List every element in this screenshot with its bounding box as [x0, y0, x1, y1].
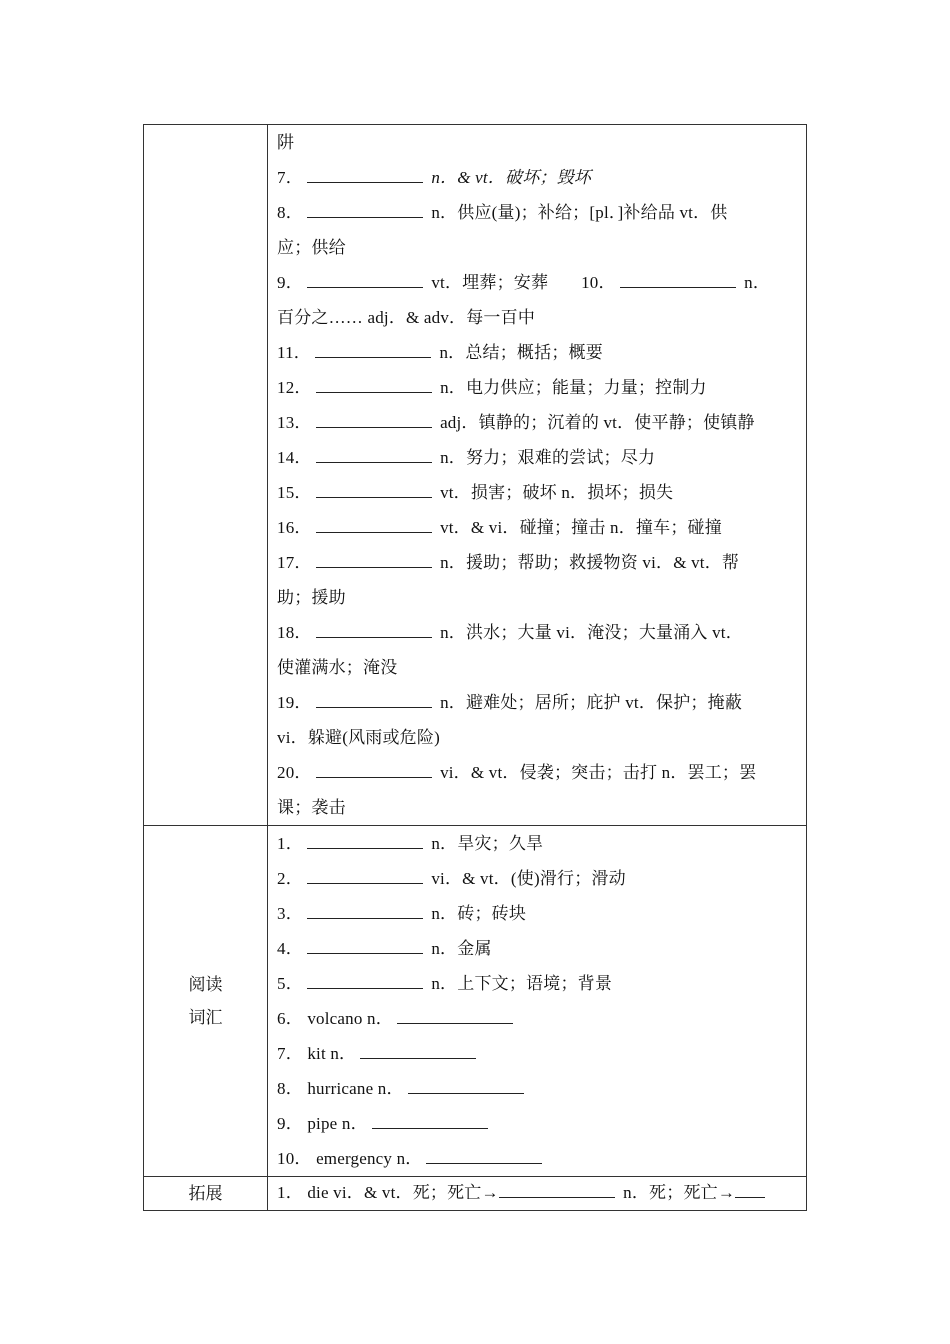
answer-blank[interactable]	[316, 706, 432, 708]
answer-blank[interactable]	[620, 286, 736, 288]
answer-blank[interactable]	[307, 847, 423, 849]
answer-blank[interactable]	[307, 882, 423, 884]
list-item-continuation: 应；供给	[277, 238, 346, 257]
expand-content-cell	[268, 1177, 807, 1211]
answer-blank[interactable]	[307, 917, 423, 919]
answer-blank[interactable]	[397, 1022, 513, 1024]
list-item: 2． vi．& vt．(使)滑行；滑动	[277, 869, 626, 888]
answer-blank[interactable]	[316, 496, 432, 498]
answer-blank[interactable]	[499, 1196, 615, 1198]
expand-category-label: 拓展	[188, 1184, 223, 1203]
list-item-continuation: 百分之…… adj．& adv．每一百中	[277, 308, 536, 327]
answer-blank[interactable]	[307, 286, 423, 288]
list-item-continuation: 使灌满水；淹没	[277, 658, 398, 677]
list-item: 4． n．金属	[277, 939, 492, 958]
list-item: 5． n．上下文；语境；背景	[277, 974, 613, 993]
answer-blank[interactable]	[735, 1196, 765, 1198]
answer-blank[interactable]	[316, 461, 432, 463]
list-item: 3． n．砖；砖块	[277, 904, 527, 923]
core-section-row	[144, 125, 807, 826]
list-item: 8． hurricane n．	[277, 1071, 796, 1106]
answer-blank[interactable]	[316, 776, 432, 778]
list-item: 14． n．努力；艰难的尝试；尽力	[277, 448, 656, 467]
answer-blank[interactable]	[316, 531, 432, 533]
list-item: 6． volcano n．	[277, 1001, 796, 1036]
list-item: 8． n．供应(量)；补给；[pl．]补给品 vt．供	[277, 203, 728, 222]
reading-category-label-1: 阅读	[188, 975, 223, 994]
reading-category-label-2: 词汇	[188, 1008, 223, 1027]
vocabulary-table	[143, 124, 807, 1211]
answer-blank[interactable]	[316, 391, 432, 393]
core-content-cell	[268, 125, 807, 826]
reading-category-cell	[144, 826, 268, 1177]
answer-blank[interactable]	[315, 356, 431, 358]
list-item: 13． adj．镇静的；沉着的 vt．使平静；使镇静	[277, 413, 755, 432]
list-item: 1． n．旱灾；久旱	[277, 834, 544, 853]
core-category-cell	[144, 125, 268, 826]
reading-content-cell	[268, 826, 807, 1177]
answer-blank[interactable]	[307, 216, 423, 218]
list-item: 18． n．洪水；大量 vi．淹没；大量涌入 vt．	[277, 623, 743, 642]
answer-blank[interactable]	[307, 987, 423, 989]
list-item: 16． vt．& vi．碰撞；撞击 n．撞车；碰撞	[277, 518, 722, 537]
list-item: 17． n．援助；帮助；救援物资 vi．& vt．帮	[277, 553, 740, 572]
answer-blank[interactable]	[408, 1092, 524, 1094]
list-item: 7． n．& vt．破坏；毁坏	[277, 168, 592, 187]
answer-blank[interactable]	[426, 1162, 542, 1164]
answer-blank[interactable]	[316, 426, 432, 428]
list-item-continuation: 助；援助	[277, 588, 346, 607]
answer-blank[interactable]	[316, 566, 432, 568]
answer-blank[interactable]	[307, 181, 423, 183]
list-item: 11． n．总结；概括；概要	[277, 343, 603, 362]
answer-blank[interactable]	[372, 1127, 488, 1129]
list-item: 12． n．电力供应；能量；力量；控制力	[277, 378, 707, 397]
reading-section-row	[144, 826, 807, 1177]
expand-category-cell	[144, 1177, 268, 1211]
answer-blank[interactable]	[307, 952, 423, 954]
list-item-continuation: vi．躲避(风雨或危险)	[277, 728, 440, 747]
list-item-continuation: 课；袭击	[277, 798, 346, 817]
list-item: 15． vt．损害；破坏 n．损坏；损失	[277, 483, 674, 502]
fragment-line: 阱	[277, 133, 295, 152]
list-item: 7． kit n．	[277, 1036, 796, 1071]
answer-blank[interactable]	[316, 636, 432, 638]
answer-blank[interactable]	[360, 1057, 476, 1059]
list-item: 9． vt．埋葬；安葬 10． n．	[277, 273, 771, 292]
list-item: 9． pipe n．	[277, 1106, 796, 1141]
expand-section-row	[144, 1177, 807, 1211]
list-item: 10． emergency n．	[277, 1141, 796, 1176]
list-item: 19． n．避难处；居所；庇护 vt．保护；掩蔽	[277, 693, 743, 712]
list-item: 1． die vi．& vt．死；死亡→ n．死；死亡→	[277, 1177, 796, 1208]
list-item: 20． vi．& vt．侵袭；突击；击打 n．罢工；罢	[277, 763, 757, 782]
